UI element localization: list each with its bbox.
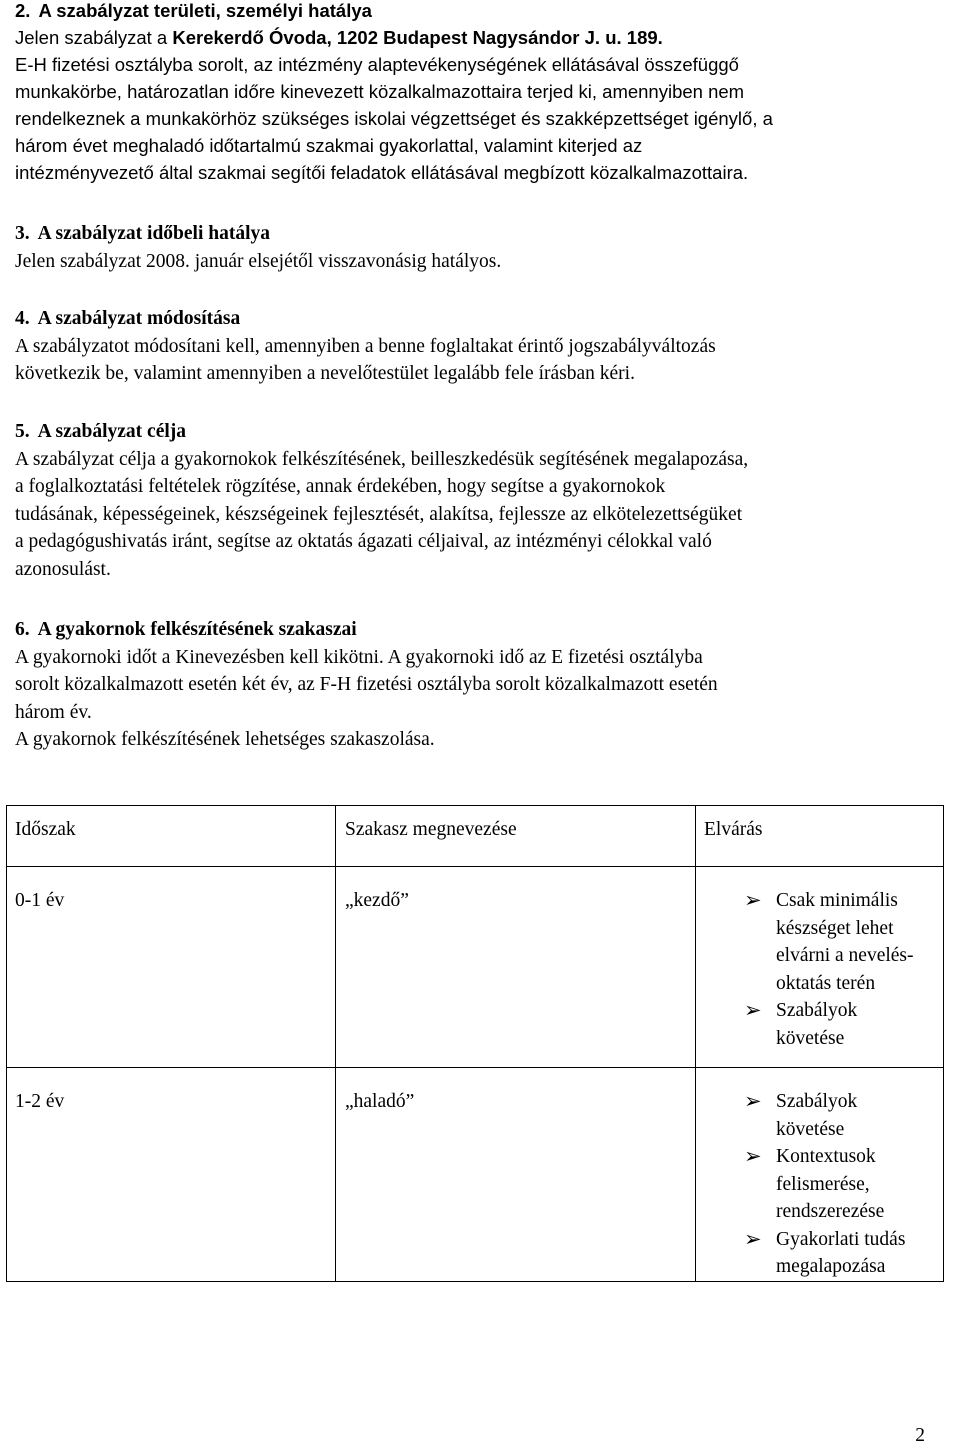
header-cell-period: Időszak [7,806,336,867]
section-5-heading [15,418,950,446]
bullet-line: Szabályok [776,1091,858,1112]
section-3-number: 3. [15,223,30,244]
section-6-number: 6. [15,619,30,640]
arrow-bullet-icon: ➢ [744,1089,762,1113]
arrow-bullet-icon: ➢ [744,998,762,1022]
internship-stages-table [6,805,944,1282]
header-cell-stage: Szakasz megnevezése [336,806,696,867]
section-3-heading [15,220,950,248]
expectation-bullet [704,997,943,1052]
stage-cell: „haladó” [336,1068,696,1282]
section-5-title: A szabályzat célja [37,421,187,442]
bullet-line: készséget lehet [776,917,894,939]
section-5-number: 5. [15,421,30,442]
section-4-heading [15,305,950,333]
section-4-title: A szabályzat módosítása [37,308,241,329]
section-6-line: A gyakornoki időt a Kinevezésben kell kikötni. A gyakornoki idő az E fizetési osztályba [15,646,703,668]
section-2-line-1 [15,24,950,51]
arrow-bullet-icon: ➢ [744,1144,762,1168]
section-2-line: három évet meghaladó időtartalmú szakmai gyakorlattal, valamint kiterjed az [15,135,643,156]
arrow-bullet-icon: ➢ [744,1226,762,1251]
section-2-line: munkakörbe, határozatlan időre kinevezett közalkalmazottaira terjed ki, amennyiben nem [15,81,745,102]
bullet-line: Kontextusok [776,1146,876,1167]
section-2 [15,0,950,186]
institution-name: Kerekerdő Óvoda, 1202 Budapest Nagysándor J. u. 189. [172,27,663,48]
section-6-title: A gyakornok felkészítésének szakaszai [37,619,357,640]
section-2-number: 2. [15,0,31,21]
expectation-cell [696,867,944,1068]
section-5 [15,418,950,583]
section-6-line: sorolt közalkalmazott esetén két év, az F-H fizetési osztályba sorolt közalkalmazott esetén [15,674,718,695]
table-row [7,1068,944,1282]
expectation-bullet [704,1143,943,1226]
header-cell-expectation: Elvárás [696,806,944,867]
section-4-number: 4. [15,308,30,329]
section-2-line-1-prefix: Jelen szabályzat a [15,27,173,48]
section-2-line: rendelkeznek a munkakörhöz szükséges iskolai végzettséget és szakképzettséget igénylő, a [15,108,773,129]
section-2-heading [15,0,950,24]
period-cell: 1-2 év [7,1068,336,1282]
section-5-line: a foglalkoztatási feltételek rögzítése, annak érdekében, hogy segítse a gyakornokok [15,476,666,497]
bullet-line: rendszerezése [776,1201,885,1222]
section-5-line: a pedagógushivatás iránt, segítse az oktatás ágazati céljaival, az intézményi célokkal való [15,531,712,552]
section-6 [15,616,950,754]
bullet-line: megalapozása [776,1256,886,1277]
expectation-bullet [704,887,943,997]
expectation-bullet [704,1088,943,1143]
expectation-bullet [704,1226,943,1281]
section-4-line: következik be, valamint amennyiben a nevelőtestület legalább fele írásban kéri. [15,363,635,384]
stage-cell: „kezdő” [336,867,696,1068]
section-3-title: A szabályzat időbeli hatálya [37,223,271,244]
section-6-heading [15,616,950,644]
period-cell: 0-1 év [7,867,336,1068]
bullet-line: Csak minimális [776,890,898,911]
bullet-line: követése [776,1118,845,1140]
bullet-line: követése [776,1027,845,1049]
table-row [7,867,944,1068]
section-5-line: azonosulást. [15,558,111,580]
section-5-line: tudásának, képességeinek, készségeinek fejlesztését, alakítsa, fejlessze az elkötelezettségüket [15,503,743,525]
section-5-line: A szabályzat célja a gyakornokok felkészítésének, beilleszkedésük segítésének megalapozása, [15,448,749,470]
table-header-row [7,806,944,867]
section-2-line: intézményvezető által szakmai segítői feladatok ellátásával megbízott közalkalmazottaira. [15,162,749,183]
bullet-line: oktatás terén [776,972,876,994]
section-4-line: A szabályzatot módosítani kell, amennyiben a benne foglaltakat érintő jogszabályváltozás [15,335,716,357]
section-6-line: A gyakornok felkészítésének lehetséges szakaszolása. [15,729,435,750]
bullet-line: Gyakorlati tudás [776,1228,906,1250]
section-6-line: három év. [15,701,92,723]
page-number: 2 [915,1425,925,1446]
section-3-line: Jelen szabályzat 2008. január elsejétől visszavonásig hatályos. [15,250,502,272]
expectation-cell [696,1068,944,1282]
section-2-line: E-H fizetési osztályba sorolt, az intézmény alaptevékenységének ellátásával összefüggő [15,54,739,75]
section-3 [15,220,950,275]
section-4 [15,305,950,388]
bullet-line: Szabályok [776,1000,858,1021]
section-2-title: A szabályzat területi, személyi hatálya [38,0,372,21]
bullet-line: elvárni a nevelés- [776,945,914,966]
arrow-bullet-icon: ➢ [744,888,762,912]
bullet-line: felismerése, [776,1173,870,1195]
